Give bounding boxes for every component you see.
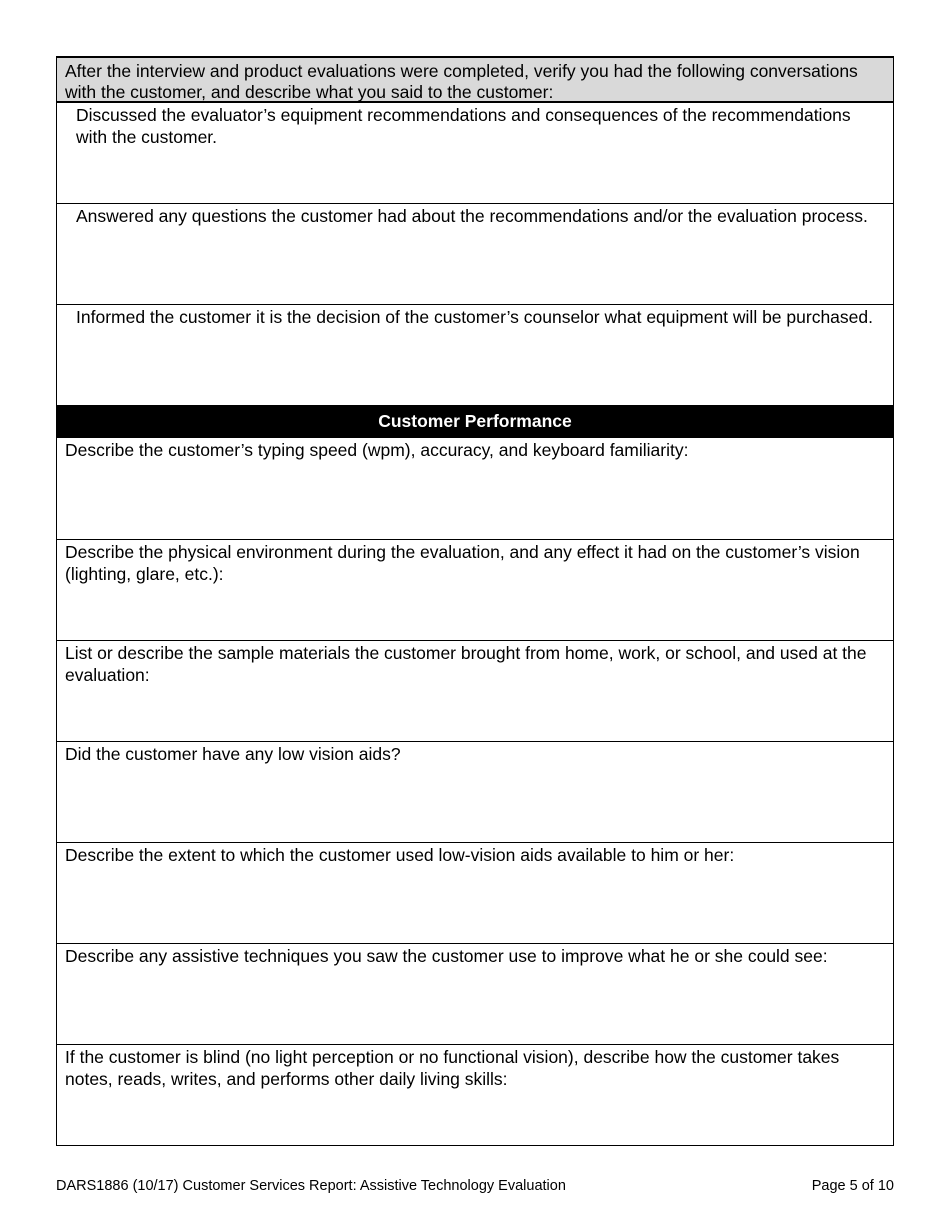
question-label: Describe the extent to which the customer used low-vision aids available to him or her: — [65, 845, 735, 865]
performance-field-assistive-techniques[interactable] — [57, 944, 893, 1045]
verification-label: Answered any questions the customer had about the recommendations and/or the evaluation process. — [76, 206, 868, 226]
intro-instructions: After the interview and product evaluations were completed, verify you had the following conversations with the customer, and describe what you said to the customer: — [57, 56, 893, 103]
performance-field-typing-speed[interactable] — [57, 438, 893, 540]
question-label: Describe any assistive techniques you saw the customer use to improve what he or she could see: — [65, 946, 828, 966]
performance-field-low-vision-aids[interactable] — [57, 742, 893, 843]
question-label: If the customer is blind (no light perception or no functional vision), describe how the customer takes notes, reads, writes, and performs other daily living skills: — [65, 1047, 840, 1089]
verification-field-questions[interactable] — [57, 204, 893, 305]
verification-field-counselor-decision[interactable] — [57, 305, 893, 405]
verification-field-recommendations[interactable] — [57, 103, 893, 204]
performance-field-aid-usage[interactable] — [57, 843, 893, 944]
question-label: Describe the customer’s typing speed (wpm), accuracy, and keyboard familiarity: — [65, 440, 689, 460]
question-label: List or describe the sample materials the customer brought from home, work, or school, and used at the evaluation: — [65, 643, 867, 685]
evaluation-form — [56, 56, 894, 1146]
performance-field-physical-environment[interactable] — [57, 540, 893, 641]
page-number: Page 5 of 10 — [811, 1178, 894, 1194]
question-label: Describe the physical environment during the evaluation, and any effect it had on the customer’s vision (lighting, glare, etc.): — [65, 542, 860, 584]
verification-label: Informed the customer it is the decision of the customer’s counselor what equipment will be purchased. — [76, 307, 873, 327]
page-footer — [56, 1178, 894, 1194]
section-header-customer-performance: Customer Performance — [57, 405, 893, 438]
verification-label: Discussed the evaluator’s equipment recommendations and consequences of the recommendations with the customer. — [76, 105, 851, 147]
question-label: Did the customer have any low vision aids? — [65, 744, 401, 764]
form-identifier: DARS1886 (10/17) Customer Services Report: Assistive Technology Evaluation — [56, 1178, 566, 1194]
performance-field-blind-daily-skills[interactable] — [57, 1045, 893, 1145]
performance-field-sample-materials[interactable] — [57, 641, 893, 742]
